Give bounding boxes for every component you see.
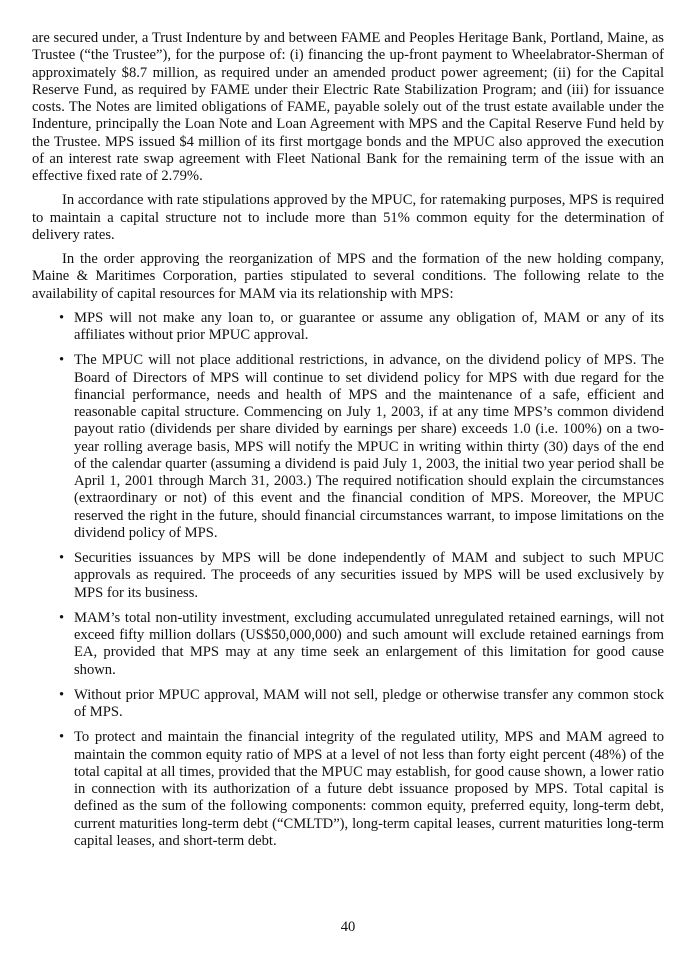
list-item-text: The MPUC will not place additional restrictions, in advance, on the dividend policy of MPS. The Board of Directors of MPS will continue to set dividend policy for MPS with due regard for the financial performance, needs and health of MPS and the maintenance of a safe, efficient and reasonable capital structure. Commencing on July 1, 2003, if at any time MPS’s common dividend payout ratio (dividends per share divided by earnings per share) exceeds 1.0 (i.e. 100%) on a two-year rolling average basis, MPS will notify the MPUC in writing within thirty (30) days of the end of the calendar quarter (assuming a dividend is paid July 1, 2003, the initial two year period shall be April 1, 2001 through March 31, 2003.) The required notification should explain the circumstances (extraordinary or not) of this event and the financial condition of MPS. Moreover, the MPUC reserved the right in the future, should financial circumstances warrant, to impose limitations on the dividend policy of MPS.	[74, 352, 664, 541]
paragraph-reorganization-order: In the order approving the reorganization of MPS and the formation of the new holding company, Maine & Maritimes Corporation, parties stipulated to several conditions. The following relate to the availability of capital resources for MAM via its relationship with MPS:	[32, 251, 664, 302]
bullet-icon: •	[59, 352, 65, 369]
list-item	[32, 352, 664, 542]
bullet-icon: •	[59, 309, 65, 326]
list-item-text: Securities issuances by MPS will be done independently of MAM and subject to such MPUC approvals as required. The proceeds of any securities issued by MPS will be used exclusively by MPS for its business.	[74, 550, 664, 601]
list-item	[32, 310, 664, 345]
bullet-icon: •	[59, 729, 65, 746]
page-number: 40	[340, 919, 356, 935]
list-item	[32, 610, 664, 679]
bullet-icon: •	[59, 609, 65, 626]
list-item	[32, 729, 664, 850]
list-item-text: MAM’s total non-utility investment, excluding accumulated unregulated retained earnings, will not exceed fifty million dollars (US$50,000,000) and such amount will exclude retained earnings from EA, provided that MPS may at any time seek an enlargement of this limitation for good cause shown.	[74, 609, 664, 678]
list-item	[32, 687, 664, 722]
list-item-text: Without prior MPUC approval, MAM will not sell, pledge or otherwise transfer any common stock of MPS.	[74, 686, 664, 720]
bullet-icon: •	[59, 550, 65, 566]
paragraph-rate-stipulations: In accordance with rate stipulations approved by the MPUC, for ratemaking purposes, MPS is required to maintain a capital structure not to include more than 51% common equity for the determination of delivery rates.	[32, 192, 664, 243]
conditions-list	[32, 310, 664, 850]
bullet-icon: •	[59, 686, 65, 703]
document-body	[32, 30, 664, 858]
list-item-text: MPS will not make any loan to, or guarantee or assume any obligation of, MAM or any of its affiliates without prior MPUC approval.	[74, 309, 664, 343]
list-item-text: To protect and maintain the financial integrity of the regulated utility, MPS and MAM agreed to maintain the common equity ratio of MPS at a level of not less than forty eight percent (48%) of the total capital at all times, provided that the MPUC may establish, for good cause shown, a lower ratio in connection with its authorization of a future debt issuance proposed by MPS. Total capital is defined as the sum of the following components: common equity, preferred equity, long-term debt, current maturities long-term debt (“CMLTD”), long-term capital leases, current maturities long-term capital leases, and short-term debt.	[74, 729, 664, 849]
list-item	[32, 550, 664, 602]
paragraph-trust-indenture: are secured under, a Trust Indenture by and between FAME and Peoples Heritage Bank, Portland, Maine, as Trustee (“the Trustee”), for the purpose of: (i) financing the up-front payment to Wheelabrator-Sherman of approximately $8.7 million, as required under an amended product power agreement; (ii) for the Capital Reserve Fund, as required by FAME under their Electric Rate Stabilization Program; and (iii) for issuance costs. The Notes are limited obligations of FAME, payable solely out of the trust estate available under the Indenture, principally the Loan Note and Loan Agreement with MPS and the Capital Reserve Fund held by the Trustee. MPS issued $4 million of its first mortgage bonds and the MPUC also approved the execution of an interest rate swap agreement with Fleet National Bank for the remaining term of the issue with an effective fixed rate of 2.79%.	[32, 30, 664, 184]
